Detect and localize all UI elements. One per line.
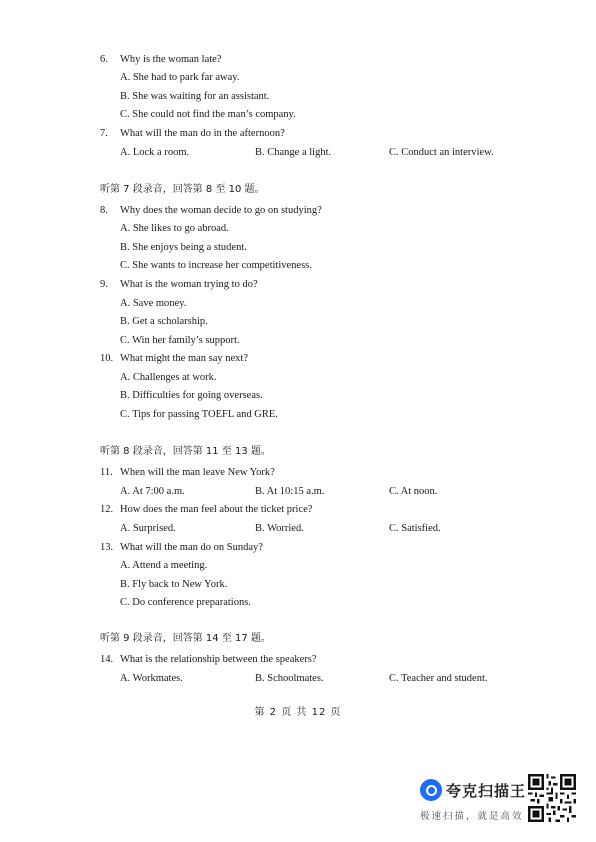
section-9-heading: 听第 9 段录音，回答第 14 至 17 题。 — [100, 633, 271, 644]
q14-option-c: C. Teacher and student. — [389, 673, 488, 684]
q9-option-b: B. Get a scholarship. — [120, 316, 208, 327]
q9-option-c: C. Win her family’s support. — [120, 335, 240, 346]
question-8-text: Why does the woman decide to go on studying? — [120, 205, 322, 216]
q13-option-c: C. Do conference preparations. — [120, 597, 251, 608]
q13-option-a: A. Attend a meeting. — [120, 560, 208, 571]
section-8-heading: 听第 8 段录音，回答第 11 至 13 题。 — [100, 446, 271, 457]
q8-option-c: C. She wants to increase her competitiveness. — [120, 260, 312, 271]
page-number-footer: 第 2 页 共 12 页 — [254, 707, 342, 718]
question-7-number: 7. — [100, 128, 108, 139]
question-10-text: What might the man say next? — [120, 353, 249, 364]
q11-option-c: C. At noon. — [389, 486, 438, 497]
question-6-text: Why is the woman late? — [120, 54, 222, 65]
scanner-logo-icon — [420, 779, 442, 801]
qr-code-icon — [528, 774, 576, 822]
q9-option-a: A. Save money. — [120, 298, 187, 309]
q7-option-a: A. Lock a room. — [120, 147, 190, 158]
q11-option-a: A. At 7:00 a.m. — [120, 486, 185, 497]
question-13-text: What will the man do on Sunday? — [120, 542, 263, 553]
watermark-subtitle: 极速扫描，就是高效 — [420, 811, 524, 822]
q10-option-b: B. Difficulties for going overseas. — [120, 390, 263, 401]
q12-option-c: C. Satisfied. — [389, 523, 441, 534]
question-12-text: How does the man feel about the ticket price? — [120, 504, 313, 515]
question-12-number: 12. — [100, 504, 114, 515]
q6-option-b: B. She was waiting for an assistant. — [120, 91, 270, 102]
q8-option-b: B. She enjoys being a student. — [120, 242, 247, 253]
q7-option-c: C. Conduct an interview. — [389, 147, 494, 158]
q11-option-b: B. At 10:15 a.m. — [255, 486, 325, 497]
q10-option-c: C. Tips for passing TOEFL and GRE. — [120, 409, 278, 420]
q6-option-c: C. She could not find the man’s company. — [120, 109, 296, 120]
q14-option-b: B. Schoolmates. — [255, 673, 324, 684]
q13-option-b: B. Fly back to New York. — [120, 579, 228, 590]
q6-option-a: A. She had to park far away. — [120, 72, 240, 83]
section-7-heading: 听第 7 段录音，回答第 8 至 10 题。 — [100, 184, 265, 195]
question-11-text: When will the man leave New York? — [120, 467, 275, 478]
question-11-number: 11. — [100, 467, 113, 478]
question-6-number: 6. — [100, 54, 108, 65]
q8-option-a: A. She likes to go abroad. — [120, 223, 229, 234]
q10-option-a: A. Challenges at work. — [120, 372, 217, 383]
q7-option-b: B. Change a light. — [255, 147, 332, 158]
question-8-number: 8. — [100, 205, 108, 216]
question-9-number: 9. — [100, 279, 108, 290]
q12-option-b: B. Worried. — [255, 523, 304, 534]
question-14-text: What is the relationship between the speakers? — [120, 654, 317, 665]
question-7-text: What will the man do in the afternoon? — [120, 128, 285, 139]
question-14-number: 14. — [100, 654, 114, 665]
q12-option-a: A. Surprised. — [120, 523, 176, 534]
watermark-title: 夸克扫描王 — [446, 782, 527, 800]
question-13-number: 13. — [100, 542, 114, 553]
question-10-number: 10. — [100, 353, 114, 364]
q14-option-a: A. Workmates. — [120, 673, 183, 684]
question-9-text: What is the woman trying to do? — [120, 279, 258, 290]
